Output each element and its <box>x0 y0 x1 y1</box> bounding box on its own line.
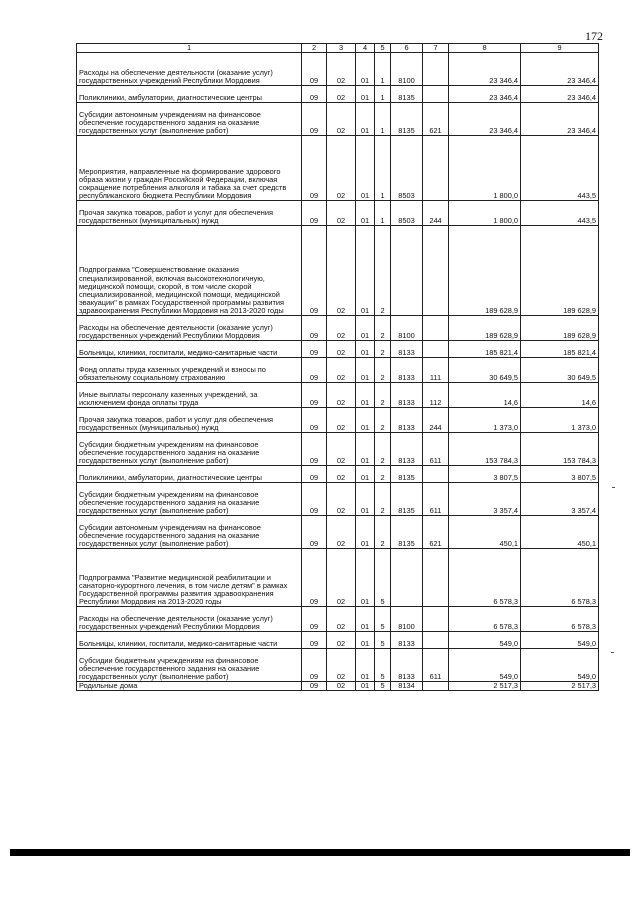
amount-executed-cell: 450,1 <box>521 516 599 549</box>
amount-executed-cell: 443,5 <box>521 201 599 226</box>
code-ministry-cell: 09 <box>302 483 327 516</box>
column-header: 6 <box>391 44 423 53</box>
code-section-cell: 02 <box>327 226 356 316</box>
code-target-cell: 8503 <box>391 136 423 201</box>
code-section-cell: 02 <box>327 201 356 226</box>
code-program-cell: 5 <box>375 649 391 682</box>
code-section-cell: 02 <box>327 483 356 516</box>
code-expense-type-cell: 611 <box>423 649 449 682</box>
amount-plan-cell: 1 800,0 <box>449 136 521 201</box>
code-ministry-cell: 09 <box>302 136 327 201</box>
row-name-cell: Расходы на обеспечение деятельности (оказание услуг) государственных учреждений Республики Мордовия <box>77 316 302 341</box>
page-number: 172 <box>585 29 603 43</box>
table-row <box>77 649 599 682</box>
amount-plan-cell: 189 628,9 <box>449 316 521 341</box>
table-row <box>77 226 599 316</box>
code-expense-type-cell: 621 <box>423 516 449 549</box>
code-subsection-cell: 01 <box>356 483 375 516</box>
table-row <box>77 341 599 358</box>
code-ministry-cell: 09 <box>302 53 327 86</box>
table-row <box>77 607 599 632</box>
code-target-cell: 8133 <box>391 383 423 408</box>
amount-executed-cell: 549,0 <box>521 649 599 682</box>
scan-speck <box>611 652 614 653</box>
code-ministry-cell: 09 <box>302 341 327 358</box>
row-name-cell: Подпрограмма "Совершенствование оказания специализированной, включая высокотехнологичную, медицинской помощи, скорой, в том числе скорой специализированной, медицинской помощи, медицинской эвакуации" в рамках Государственной программы развития здравоохранения Республики Мордовия на 2013-2020 годы <box>77 226 302 316</box>
amount-plan-cell: 23 346,4 <box>449 103 521 136</box>
row-name-cell: Прочая закупка товаров, работ и услуг для обеспечения государственных (муниципальных) нужд <box>77 201 302 226</box>
table-body <box>77 53 599 691</box>
code-expense-type-cell: 621 <box>423 103 449 136</box>
code-subsection-cell: 01 <box>356 632 375 649</box>
amount-executed-cell: 2 517,3 <box>521 682 599 691</box>
code-ministry-cell: 09 <box>302 649 327 682</box>
code-subsection-cell: 01 <box>356 516 375 549</box>
code-expense-type-cell <box>423 607 449 632</box>
column-header: 7 <box>423 44 449 53</box>
code-section-cell: 02 <box>327 341 356 358</box>
code-target-cell: 8133 <box>391 433 423 466</box>
code-program-cell: 5 <box>375 549 391 607</box>
amount-executed-cell: 23 346,4 <box>521 53 599 86</box>
code-ministry-cell: 09 <box>302 682 327 691</box>
code-target-cell: 8135 <box>391 103 423 136</box>
table-row <box>77 483 599 516</box>
code-section-cell: 02 <box>327 433 356 466</box>
row-name-cell: Субсидии бюджетным учреждениям на финансовое обеспечение государственного задания на оказание государственных услуг (выполнение работ) <box>77 483 302 516</box>
code-program-cell: 2 <box>375 433 391 466</box>
code-expense-type-cell <box>423 341 449 358</box>
budget-table <box>76 43 599 691</box>
row-name-cell: Субсидии автономным учреждениям на финансовое обеспечение государственного задания на оказание государственных услуг (выполнение работ) <box>77 103 302 136</box>
amount-executed-cell: 23 346,4 <box>521 86 599 103</box>
code-subsection-cell: 01 <box>356 408 375 433</box>
code-expense-type-cell: 111 <box>423 358 449 383</box>
table-row <box>77 358 599 383</box>
code-expense-type-cell <box>423 226 449 316</box>
amount-plan-cell: 23 346,4 <box>449 53 521 86</box>
code-expense-type-cell <box>423 632 449 649</box>
amount-plan-cell: 1 373,0 <box>449 408 521 433</box>
code-ministry-cell: 09 <box>302 103 327 136</box>
code-target-cell: 8100 <box>391 316 423 341</box>
code-section-cell: 02 <box>327 103 356 136</box>
row-name-cell: Больницы, клиники, госпитали, медико-санитарные части <box>77 632 302 649</box>
code-target-cell: 8135 <box>391 516 423 549</box>
code-subsection-cell: 01 <box>356 682 375 691</box>
column-header: 8 <box>449 44 521 53</box>
code-ministry-cell: 09 <box>302 408 327 433</box>
column-header: 9 <box>521 44 599 53</box>
row-name-cell: Иные выплаты персоналу казенных учреждений, за исключением фонда оплаты труда <box>77 383 302 408</box>
code-section-cell: 02 <box>327 316 356 341</box>
code-program-cell: 1 <box>375 201 391 226</box>
amount-plan-cell: 549,0 <box>449 649 521 682</box>
table-row <box>77 383 599 408</box>
column-header: 3 <box>327 44 356 53</box>
code-expense-type-cell <box>423 86 449 103</box>
amount-executed-cell: 189 628,9 <box>521 316 599 341</box>
code-section-cell: 02 <box>327 549 356 607</box>
amount-executed-cell: 549,0 <box>521 632 599 649</box>
amount-plan-cell: 3 357,4 <box>449 483 521 516</box>
code-program-cell: 2 <box>375 358 391 383</box>
row-name-cell: Субсидии автономным учреждениям на финансовое обеспечение государственного задания на оказание государственных услуг (выполнение работ) <box>77 516 302 549</box>
code-subsection-cell: 01 <box>356 103 375 136</box>
code-ministry-cell: 09 <box>302 358 327 383</box>
code-subsection-cell: 01 <box>356 607 375 632</box>
code-section-cell: 02 <box>327 649 356 682</box>
code-target-cell: 8100 <box>391 53 423 86</box>
column-header: 5 <box>375 44 391 53</box>
code-program-cell: 1 <box>375 53 391 86</box>
code-ministry-cell: 09 <box>302 316 327 341</box>
row-name-cell: Фонд оплаты труда казенных учреждений и взносы по обязательному социальному страхованию <box>77 358 302 383</box>
code-target-cell: 8134 <box>391 682 423 691</box>
code-ministry-cell: 09 <box>302 466 327 483</box>
code-ministry-cell: 09 <box>302 549 327 607</box>
amount-plan-cell: 450,1 <box>449 516 521 549</box>
code-ministry-cell: 09 <box>302 86 327 103</box>
row-name-cell: Прочая закупка товаров, работ и услуг для обеспечения государственных (муниципальных) нужд <box>77 408 302 433</box>
amount-plan-cell: 549,0 <box>449 632 521 649</box>
amount-plan-cell: 6 578,3 <box>449 549 521 607</box>
code-program-cell: 5 <box>375 632 391 649</box>
code-section-cell: 02 <box>327 136 356 201</box>
code-subsection-cell: 01 <box>356 136 375 201</box>
code-expense-type-cell <box>423 549 449 607</box>
code-program-cell: 2 <box>375 408 391 433</box>
code-expense-type-cell: 244 <box>423 408 449 433</box>
code-section-cell: 02 <box>327 408 356 433</box>
amount-plan-cell: 3 807,5 <box>449 466 521 483</box>
code-ministry-cell: 09 <box>302 433 327 466</box>
amount-executed-cell: 3 357,4 <box>521 483 599 516</box>
row-name-cell: Расходы на обеспечение деятельности (оказание услуг) государственных учреждений Республики Мордовия <box>77 607 302 632</box>
row-name-cell: Субсидии бюджетным учреждениям на финансовое обеспечение государственного задания на оказание государственных услуг (выполнение работ) <box>77 649 302 682</box>
amount-plan-cell: 189 628,9 <box>449 226 521 316</box>
code-subsection-cell: 01 <box>356 226 375 316</box>
code-section-cell: 02 <box>327 682 356 691</box>
code-section-cell: 02 <box>327 86 356 103</box>
code-target-cell: 8135 <box>391 86 423 103</box>
row-name-cell: Мероприятия, направленные на формирование здорового образа жизни у граждан Российской Федерации, включая сокращение потребления алкоголя и табака за счет средств республиканского бюджета Республики Мордовия <box>77 136 302 201</box>
amount-plan-cell: 30 649,5 <box>449 358 521 383</box>
scan-speck <box>612 487 615 488</box>
amount-executed-cell: 6 578,3 <box>521 549 599 607</box>
amount-executed-cell: 1 373,0 <box>521 408 599 433</box>
table-row <box>77 682 599 691</box>
table-row <box>77 201 599 226</box>
amount-executed-cell: 153 784,3 <box>521 433 599 466</box>
code-program-cell: 5 <box>375 607 391 632</box>
code-program-cell: 5 <box>375 682 391 691</box>
code-target-cell: 8135 <box>391 466 423 483</box>
table-row <box>77 549 599 607</box>
row-name-cell: Подпрограмма "Развитие медицинской реабилитации и санаторно-курортного лечения, в том числе детям" в рамках Государственной программы развития здравоохранения Республики Мордовия на 2013-2020 годы <box>77 549 302 607</box>
code-program-cell: 2 <box>375 341 391 358</box>
code-program-cell: 2 <box>375 483 391 516</box>
column-header: 1 <box>77 44 302 53</box>
table-row <box>77 86 599 103</box>
code-ministry-cell: 09 <box>302 632 327 649</box>
amount-executed-cell: 3 807,5 <box>521 466 599 483</box>
code-subsection-cell: 01 <box>356 549 375 607</box>
amount-plan-cell: 6 578,3 <box>449 607 521 632</box>
code-expense-type-cell <box>423 136 449 201</box>
code-target-cell <box>391 549 423 607</box>
table-row <box>77 516 599 549</box>
code-section-cell: 02 <box>327 466 356 483</box>
code-ministry-cell: 09 <box>302 201 327 226</box>
code-ministry-cell: 09 <box>302 607 327 632</box>
code-section-cell: 02 <box>327 53 356 86</box>
amount-plan-cell: 23 346,4 <box>449 86 521 103</box>
code-program-cell: 2 <box>375 226 391 316</box>
code-target-cell: 8133 <box>391 649 423 682</box>
table-row <box>77 632 599 649</box>
code-target-cell: 8503 <box>391 201 423 226</box>
code-subsection-cell: 01 <box>356 341 375 358</box>
code-section-cell: 02 <box>327 607 356 632</box>
table-row <box>77 408 599 433</box>
table-row <box>77 316 599 341</box>
code-expense-type-cell <box>423 466 449 483</box>
table-row <box>77 53 599 86</box>
code-program-cell: 1 <box>375 103 391 136</box>
code-target-cell: 8100 <box>391 607 423 632</box>
row-name-cell: Поликлиники, амбулатории, диагностические центры <box>77 466 302 483</box>
amount-plan-cell: 14,6 <box>449 383 521 408</box>
scan-border-bar <box>10 849 630 856</box>
amount-plan-cell: 1 800,0 <box>449 201 521 226</box>
code-program-cell: 1 <box>375 86 391 103</box>
table-row <box>77 136 599 201</box>
code-expense-type-cell: 112 <box>423 383 449 408</box>
code-section-cell: 02 <box>327 516 356 549</box>
code-target-cell <box>391 226 423 316</box>
code-program-cell: 2 <box>375 466 391 483</box>
code-subsection-cell: 01 <box>356 316 375 341</box>
table-header-row <box>77 44 599 53</box>
row-name-cell: Расходы на обеспечение деятельности (оказание услуг) государственных учреждений Республики Мордовия <box>77 53 302 86</box>
row-name-cell: Родильные дома <box>77 682 302 691</box>
code-program-cell: 2 <box>375 316 391 341</box>
code-expense-type-cell <box>423 316 449 341</box>
amount-executed-cell: 6 578,3 <box>521 607 599 632</box>
code-target-cell: 8133 <box>391 408 423 433</box>
code-target-cell: 8133 <box>391 341 423 358</box>
table-row <box>77 103 599 136</box>
code-section-cell: 02 <box>327 383 356 408</box>
code-subsection-cell: 01 <box>356 86 375 103</box>
column-header: 2 <box>302 44 327 53</box>
code-expense-type-cell: 611 <box>423 433 449 466</box>
code-subsection-cell: 01 <box>356 53 375 86</box>
amount-executed-cell: 185 821,4 <box>521 341 599 358</box>
code-subsection-cell: 01 <box>356 383 375 408</box>
code-section-cell: 02 <box>327 358 356 383</box>
code-program-cell: 1 <box>375 136 391 201</box>
code-target-cell: 8133 <box>391 632 423 649</box>
code-ministry-cell: 09 <box>302 516 327 549</box>
code-expense-type-cell: 244 <box>423 201 449 226</box>
code-ministry-cell: 09 <box>302 383 327 408</box>
amount-plan-cell: 153 784,3 <box>449 433 521 466</box>
code-program-cell: 2 <box>375 383 391 408</box>
row-name-cell: Поликлиники, амбулатории, диагностические центры <box>77 86 302 103</box>
code-subsection-cell: 01 <box>356 433 375 466</box>
amount-plan-cell: 2 517,3 <box>449 682 521 691</box>
code-expense-type-cell: 611 <box>423 483 449 516</box>
table-row <box>77 433 599 466</box>
code-subsection-cell: 01 <box>356 466 375 483</box>
code-subsection-cell: 01 <box>356 649 375 682</box>
code-expense-type-cell <box>423 682 449 691</box>
table-row <box>77 466 599 483</box>
amount-executed-cell: 30 649,5 <box>521 358 599 383</box>
amount-executed-cell: 14,6 <box>521 383 599 408</box>
amount-plan-cell: 185 821,4 <box>449 341 521 358</box>
row-name-cell: Больницы, клиники, госпитали, медико-санитарные части <box>77 341 302 358</box>
code-ministry-cell: 09 <box>302 226 327 316</box>
code-subsection-cell: 01 <box>356 201 375 226</box>
amount-executed-cell: 189 628,9 <box>521 226 599 316</box>
amount-executed-cell: 23 346,4 <box>521 103 599 136</box>
code-subsection-cell: 01 <box>356 358 375 383</box>
amount-executed-cell: 443,5 <box>521 136 599 201</box>
code-target-cell: 8135 <box>391 483 423 516</box>
code-program-cell: 2 <box>375 516 391 549</box>
code-section-cell: 02 <box>327 632 356 649</box>
column-header: 4 <box>356 44 375 53</box>
row-name-cell: Субсидии бюджетным учреждениям на финансовое обеспечение государственного задания на оказание государственных услуг (выполнение работ) <box>77 433 302 466</box>
code-expense-type-cell <box>423 53 449 86</box>
code-target-cell: 8133 <box>391 358 423 383</box>
